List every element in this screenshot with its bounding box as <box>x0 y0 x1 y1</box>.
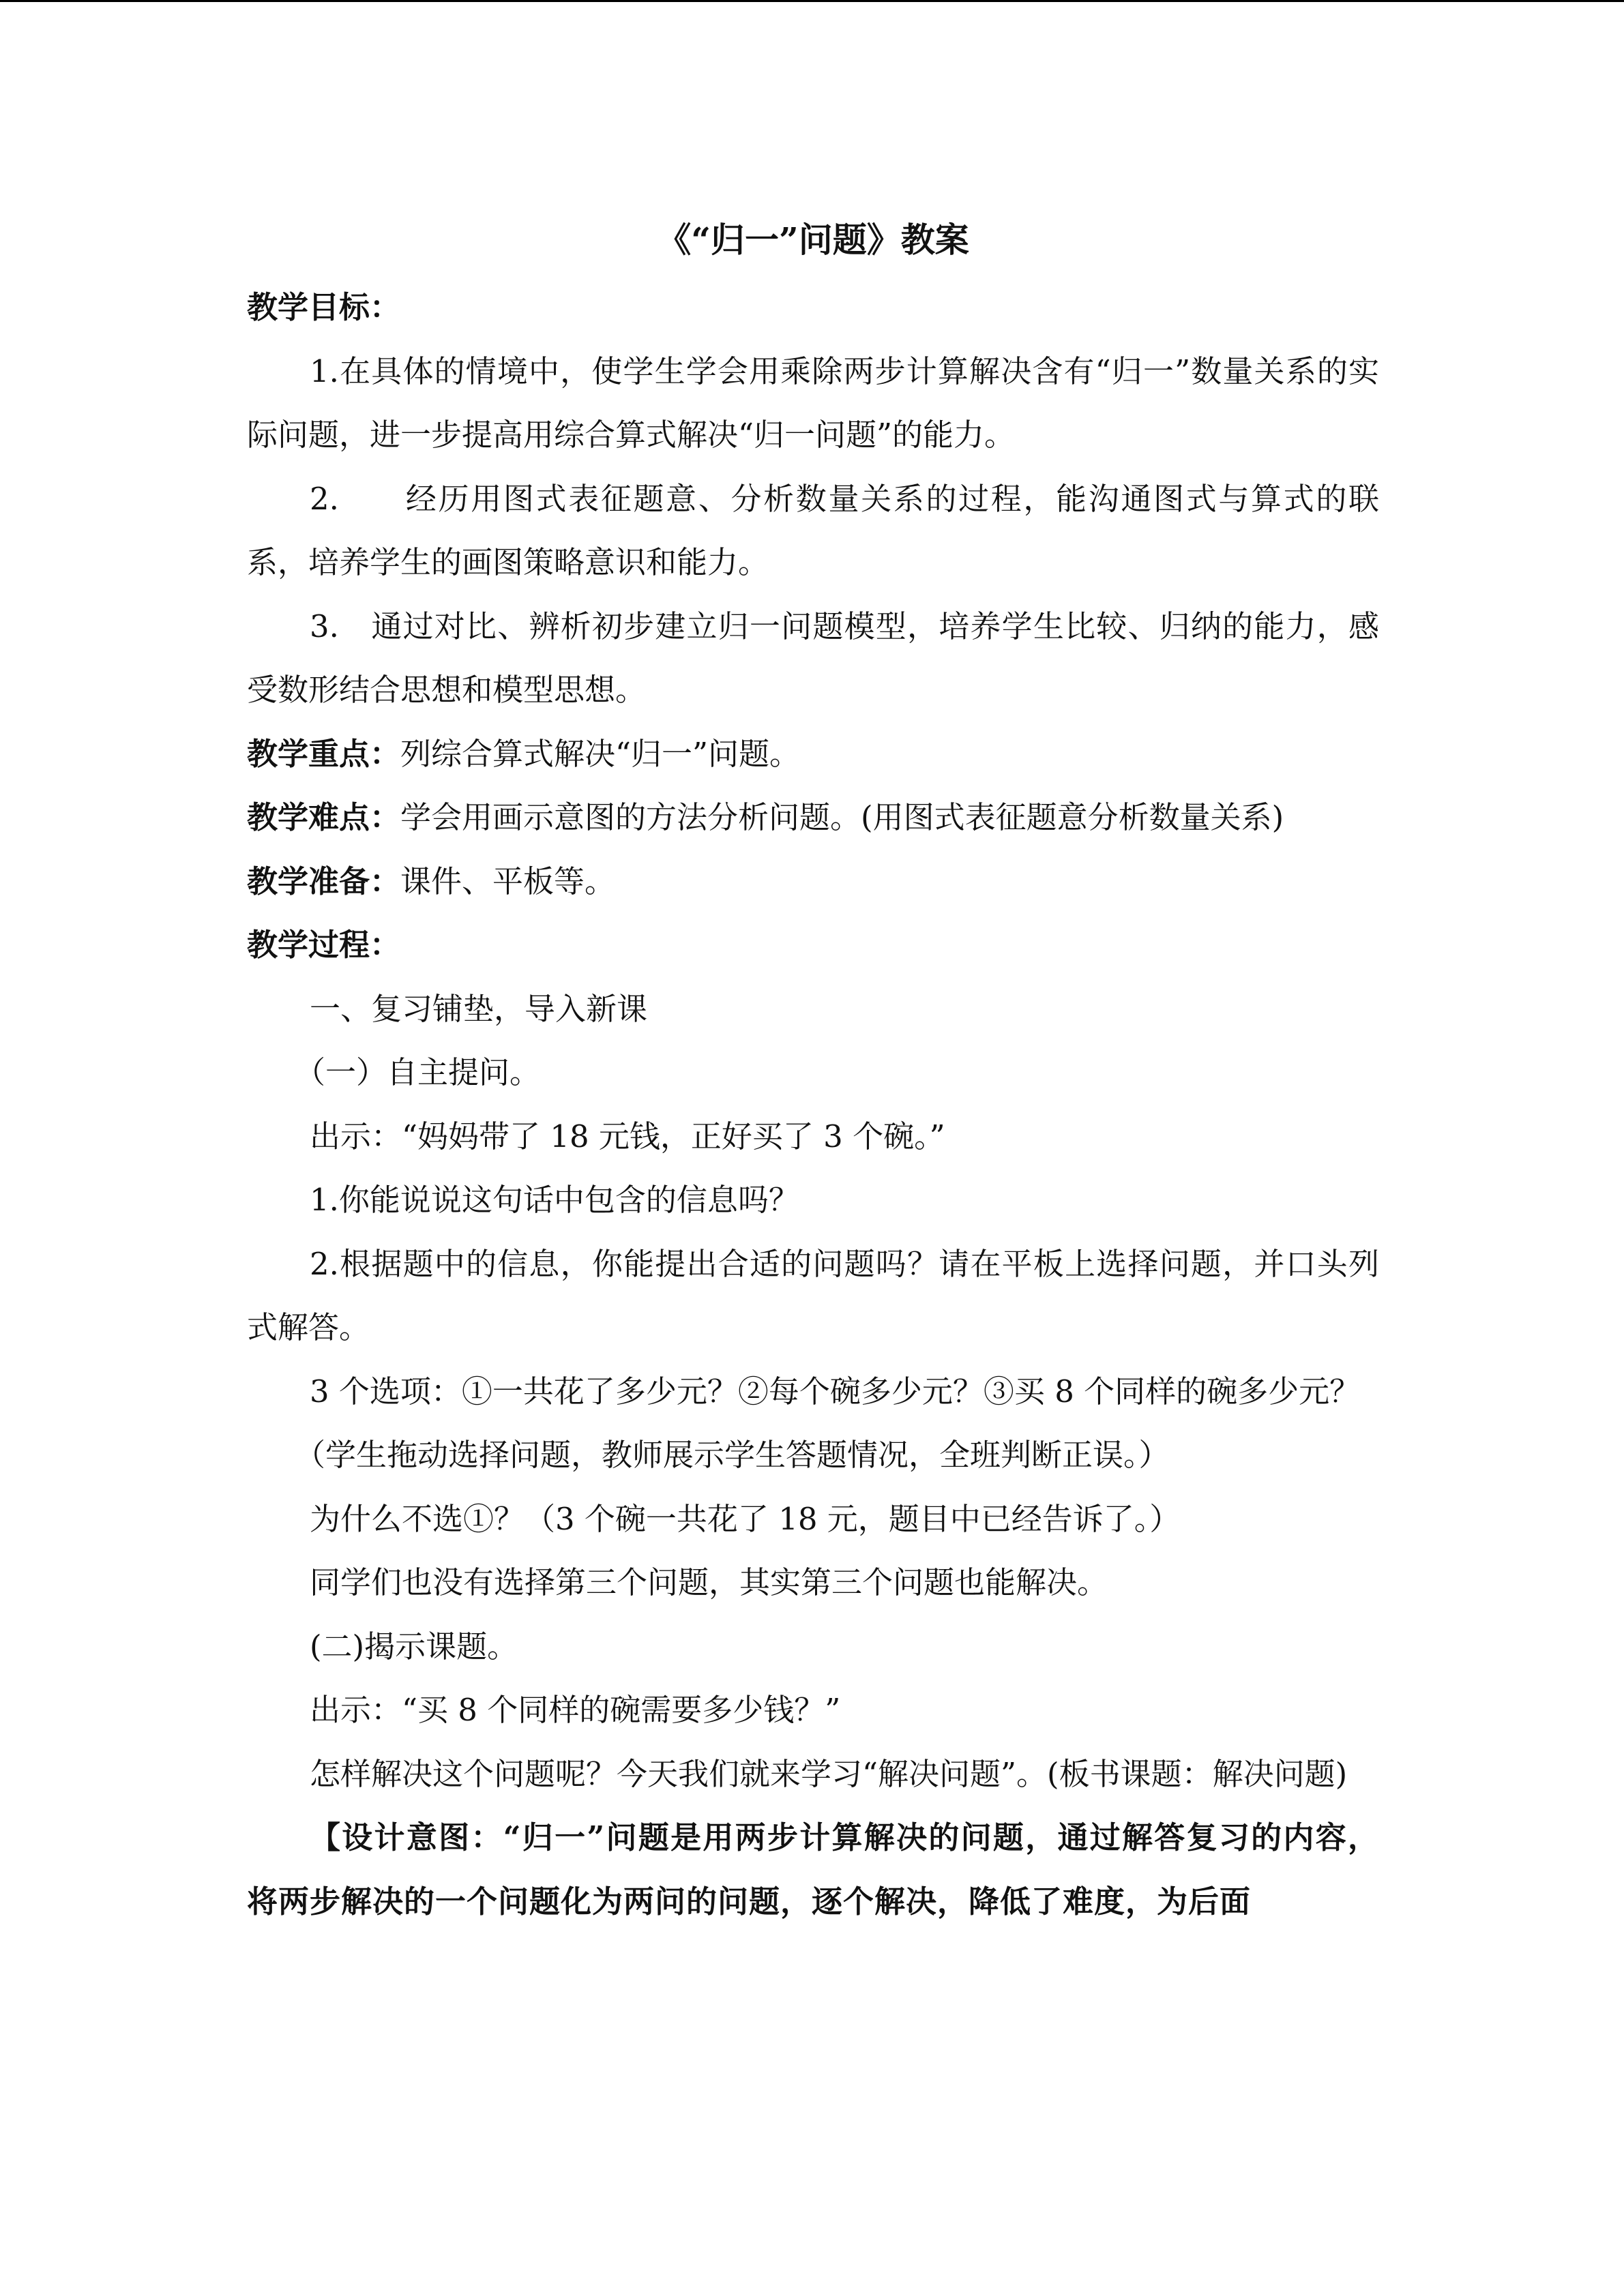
difficulty-row <box>247 786 1379 850</box>
key-point-text: 列综合算式解决“归一”问题。 <box>400 735 801 772</box>
objective-item-2: 2. 经历用图式表征题意、分析数量关系的过程，能沟通图式与算式的联系，培养学生的画图策略意识和能力。 <box>247 480 1379 580</box>
process-line: 为什么不选①？（3 个碗一共花了 18 元，题目中已经告诉了。） <box>310 1500 1181 1537</box>
design-intent-note: 【设计意图：“归一”问题是用两步计算解决的问题，通过解答复习的内容，将两步解决的一个问题化为两问的问题，逐个解决，降低了难度，为后面 <box>247 1819 1379 1920</box>
preparation-text: 课件、平板等。 <box>400 863 616 899</box>
document-page <box>247 205 1379 1933</box>
key-point-label: 教学重点： <box>247 735 401 772</box>
objectives-heading: 教学目标： <box>247 289 401 325</box>
difficulty-text: 学会用画示意图的方法分析问题。(用图式表征题意分析数量关系) <box>400 799 1284 835</box>
process-line: 1.你能说说这句话中包含的信息吗？ <box>310 1182 799 1218</box>
process-line: （一）自主提问。 <box>295 1054 541 1090</box>
process-line: 出示：“妈妈带了 18 元钱，正好买了 3 个碗。” <box>310 1118 945 1154</box>
preparation-row <box>247 850 1379 914</box>
process-line: 同学们也没有选择第三个问题，其实第三个问题也能解决。 <box>310 1564 1108 1600</box>
difficulty-label: 教学难点： <box>247 799 401 835</box>
process-line: 怎样解决这个问题呢？今天我们就来学习“解决问题”。(板书课题：解决问题) <box>310 1755 1348 1792</box>
process-line: 一、复习铺垫，导入新课 <box>310 990 648 1027</box>
process-line: (二)揭示课题。 <box>310 1628 518 1665</box>
page-top-border <box>0 0 1624 2</box>
key-point-row <box>247 722 1379 786</box>
objective-item-1: 1.在具体的情境中，使学生学会用乘除两步计算解决含有“归一”数量关系的实际问题，进一步提高用综合算式解决“归一问题”的能力。 <box>247 353 1379 453</box>
process-heading: 教学过程： <box>247 927 401 963</box>
process-line: 3 个选项：①一共花了多少元？②每个碗多少元？③买 8 个同样的碗多少元？ <box>310 1373 1361 1410</box>
document-title: 《“归一”问题》教案 <box>657 220 969 260</box>
process-line: 出示：“买 8 个同样的碗需要多少钱？” <box>310 1692 841 1728</box>
process-line: 2.根据题中的信息，你能提出合适的问题吗？请在平板上选择问题，并口头列式解答。 <box>247 1245 1379 1345</box>
process-line: （学生拖动选择问题，教师展示学生答题情况，全班判断正误。） <box>295 1437 1170 1473</box>
preparation-label: 教学准备： <box>247 863 401 899</box>
objective-item-3: 3. 通过对比、辨析初步建立归一问题模型，培养学生比较、归纳的能力，感受数形结合思想和模型思想。 <box>247 608 1379 708</box>
